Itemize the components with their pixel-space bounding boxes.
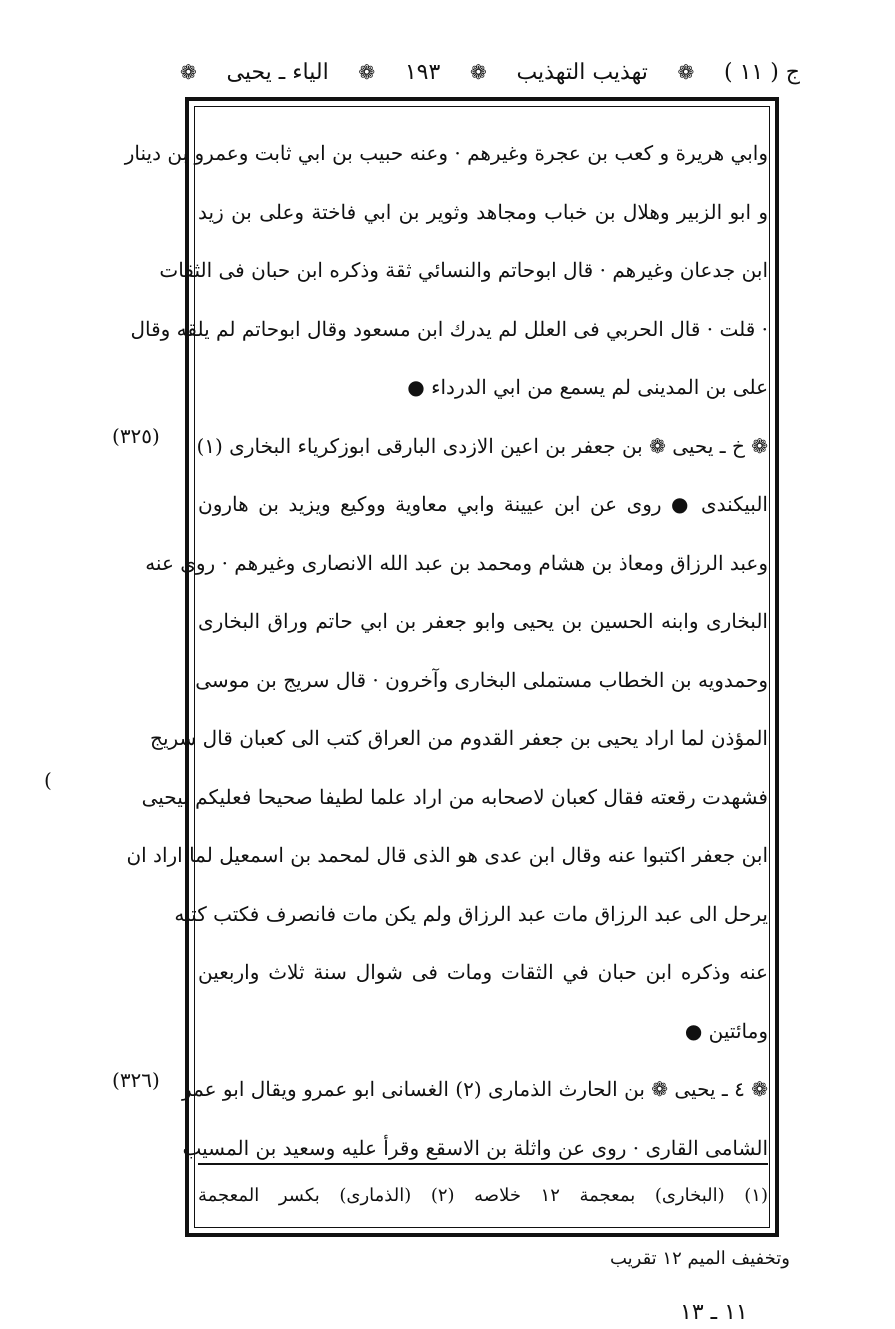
text-line: المؤذن لما اراد يحيى بن جعفر القدوم من العراق كتب الى كعبان قال سريج bbox=[150, 726, 768, 750]
ornament-icon: ❁ bbox=[677, 60, 695, 84]
text-line: وحمدويه بن الخطاب مستملى البخارى وآخرون · قال سريج بن موسى bbox=[195, 667, 768, 692]
text-line: عنه وذكره ابن حبان في الثقات ومات فى شوال سنة ثلاث واربعين bbox=[198, 960, 768, 984]
ornament-icon: ❁ bbox=[358, 60, 376, 84]
footnote-divider bbox=[198, 1163, 768, 1165]
entry-heading-325: ❁ خ ـ يحيى ❁ بن جعفر بن اعين الازدى البارقى ابوزكرياء البخارى (١) bbox=[196, 433, 768, 458]
entry-number: (٣٢٥) bbox=[112, 424, 160, 448]
entry-heading-326: ❁ ٤ ـ يحيى ❁ بن الحارث الذمارى (٢) الغسانى ابو عمرو ويقال ابو عمر bbox=[182, 1077, 768, 1101]
footnote: (١) (البخارى) بمعجمة ١٢ خلاصه (٢) (الذمارى) بكسر المعجمة bbox=[198, 1185, 768, 1206]
text-line: ومائتين ● bbox=[684, 1018, 768, 1043]
header-section: الياء ـ يحيى bbox=[226, 59, 329, 85]
page-header bbox=[180, 52, 800, 92]
ornament-icon: ❁ bbox=[470, 60, 487, 84]
text-line: على بن المدينى لم يسمع من ابي الدرداء ● bbox=[407, 375, 768, 399]
text-line: ابن جدعان وغيرهم · قال ابوحاتم والنسائي ثقة وذكره ابن حبان فى الثقات bbox=[159, 258, 768, 282]
header-volume: ج ( ١١ ) bbox=[724, 59, 800, 85]
text-line: وابي هريرة و كعب بن عجرة وغيرهم · وعنه حبيب بن ابي ثابت وعمرو بن دينار bbox=[124, 141, 768, 165]
ornament-icon: ❁ bbox=[180, 60, 197, 84]
header-book-title: تهذيب التهذيب bbox=[516, 59, 648, 85]
text-line: البخارى وابنه الحسين بن يحيى وابو جعفر بن ابي حاتم وراق البخارى bbox=[198, 609, 768, 633]
text-line: ابن جعفر اكتبوا عنه وقال ابن عدى هو الذى قال لمحمد بن اسمعيل لما اراد ان bbox=[126, 843, 768, 867]
text-line: · قلت · قال الحربي فى العلل لم يدرك ابن مسعود وقال ابوحاتم لم يلقه وقال bbox=[130, 316, 768, 341]
margin-mark: ( bbox=[44, 768, 52, 792]
text-line: البيكندى ● روى عن ابن عيينة وابي معاوية ووكيع ويزيد بن هارون bbox=[198, 492, 768, 516]
text-line: الشامى القارى · روى عن واثلة بن الاسقع وقرأ عليه وسعيد بن المسيب bbox=[182, 1135, 768, 1160]
text-line: فشهدت رقعته فقال كعبان لاصحابه من اراد علما لطيفا صحيحا فعليكم بيحيى bbox=[141, 784, 768, 809]
text-line: و ابو الزبير وهلال بن خباب ومجاهد وثوير بن ابي فاختة وعلى بن زيد bbox=[198, 199, 768, 224]
header-page-number: ١٩٣ bbox=[404, 59, 441, 85]
text-line: وعبد الرزاق ومعاذ بن هشام ومحمد بن عبد الله الانصارى وغيرهم · روى عنه bbox=[145, 550, 768, 575]
footnote-continuation: وتخفيف الميم ١٢ تقريب bbox=[609, 1248, 790, 1269]
bottom-number: ١١ ـ ١٣ bbox=[680, 1300, 748, 1325]
entry-number: (٣٢٦) bbox=[112, 1068, 160, 1092]
text-line: يرحل الى عبد الرزاق مات عبد الرزاق ولم يكن مات فانصرف فكتب كتبه bbox=[174, 901, 768, 926]
